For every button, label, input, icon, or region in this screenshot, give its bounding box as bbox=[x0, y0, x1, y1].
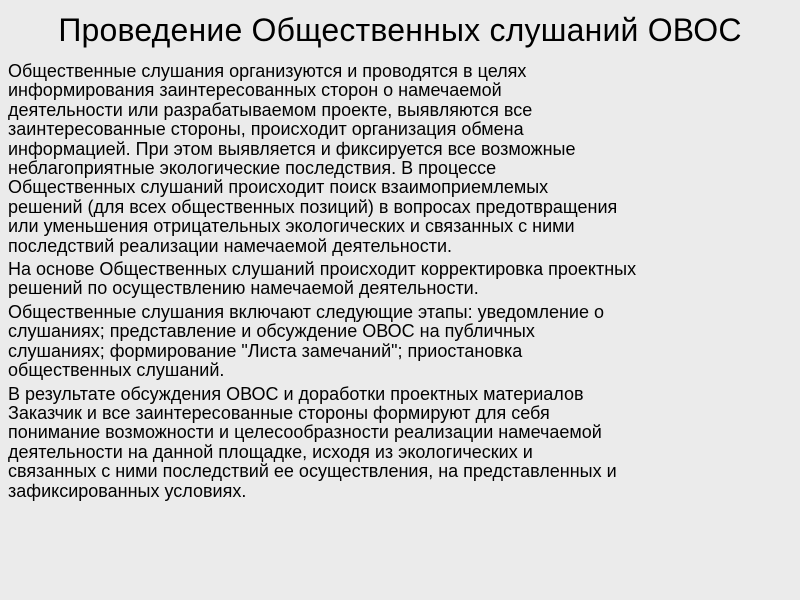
slide-body bbox=[8, 62, 792, 505]
paragraph-1-line-4: заинтересованные стороны, происходит организация обмена bbox=[8, 119, 524, 140]
paragraph-2-line-2: решений по осуществлению намечаемой деятельности. bbox=[8, 278, 479, 299]
paragraph-1-line-1: Общественные слушания организуются и проводятся в целях bbox=[8, 61, 527, 81]
paragraph-1-line-5: информацией. При этом выявляется и фиксируется все возможные bbox=[8, 138, 576, 159]
paragraph-4-line-6: зафиксированных условиях. bbox=[8, 480, 247, 501]
paragraph-3-line-4: общественных слушаний. bbox=[8, 360, 225, 381]
paragraph-3-line-1: Общественные слушания включают следующие этапы: уведомление о bbox=[8, 301, 604, 322]
paragraph-2-line-1: На основе Общественных слушаний происходит корректировка проектных bbox=[8, 259, 637, 280]
paragraph-3-line-3: слушаниях; формирование "Листа замечаний"; приостановка bbox=[8, 340, 523, 361]
paragraph-1-line-10: последствий реализации намечаемой деятельности. bbox=[8, 235, 452, 256]
body-paragraph-2 bbox=[8, 260, 792, 299]
paragraph-1-line-2: информирования заинтересованных сторон о намечаемой bbox=[8, 80, 502, 101]
slide-title: Проведение Общественных слушаний ОВОС bbox=[58, 12, 742, 48]
body-paragraph-4 bbox=[8, 385, 792, 501]
paragraph-4-line-4: деятельности на данной площадке, исходя из экологических и bbox=[8, 441, 533, 462]
paragraph-1-line-6: неблагоприятные экологические последствия. В процессе bbox=[8, 158, 497, 179]
paragraph-4-line-3: понимание возможности и целесообразности реализации намечаемой bbox=[8, 422, 602, 443]
body-paragraph-1 bbox=[8, 62, 792, 256]
paragraph-4-line-2: Заказчик и все заинтересованные стороны формируют для себя bbox=[8, 402, 550, 423]
body-paragraph-3 bbox=[8, 303, 792, 381]
paragraph-1-line-9: или уменьшения отрицательных экологических и связанных с ними bbox=[8, 216, 575, 237]
paragraph-1-line-8: решений (для всех общественных позиций) в вопросах предотвращения bbox=[8, 196, 618, 217]
paragraph-1-line-3: деятельности или разрабатываемом проекте, выявляются все bbox=[8, 99, 533, 120]
paragraph-3-line-2: слушаниях; представление и обсуждение ОВОС на публичных bbox=[8, 321, 535, 342]
paragraph-4-line-5: связанных с ними последствий ее осуществления, на представленных и bbox=[8, 461, 617, 482]
paragraph-1-line-7: Общественных слушаний происходит поиск взаимоприемлемых bbox=[8, 177, 549, 198]
paragraph-4-line-1: В результате обсуждения ОВОС и доработки проектных материалов bbox=[8, 383, 584, 404]
